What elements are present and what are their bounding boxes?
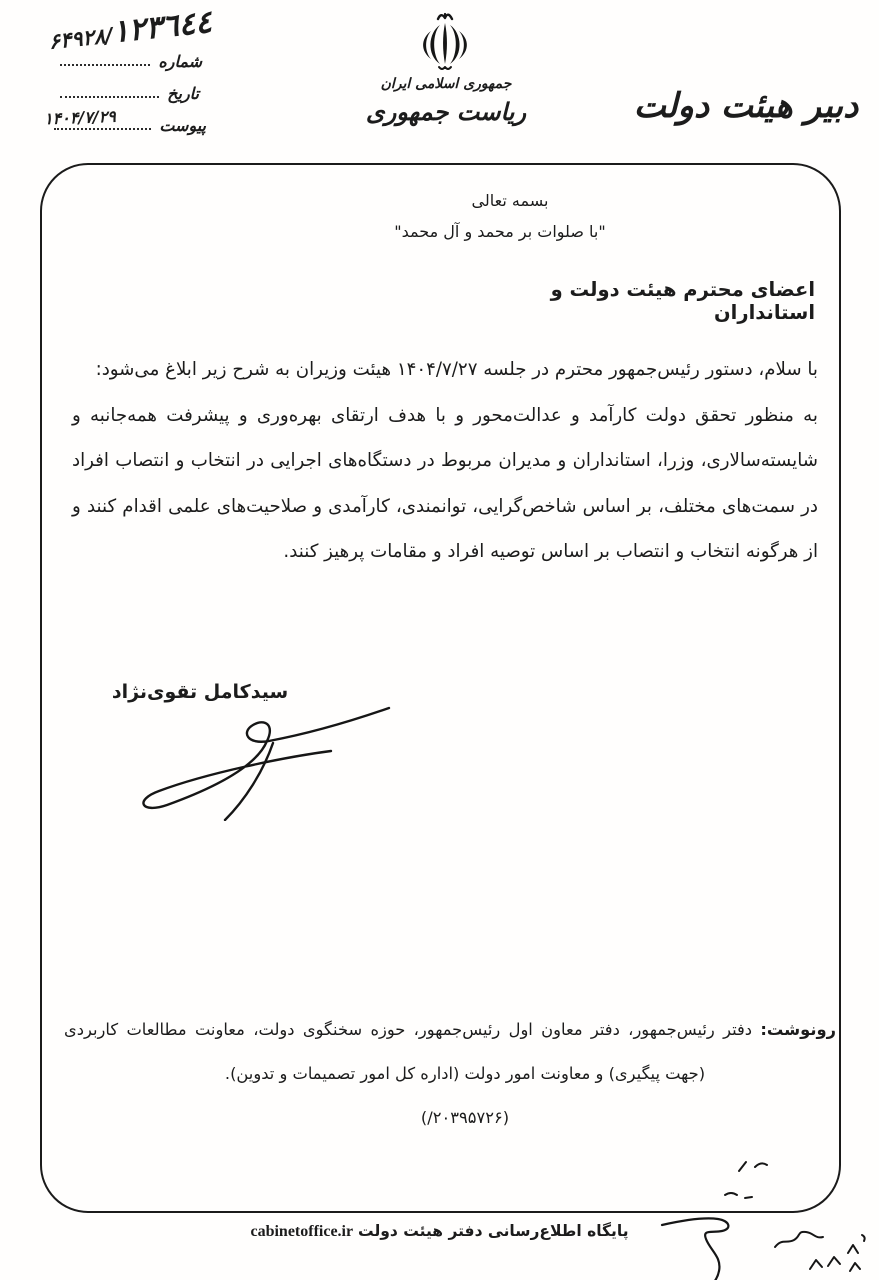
field-date (56, 84, 199, 103)
footer-site-label: پایگاه اطلاع‌رسانی دفتر هیئت دولت (358, 1222, 629, 1240)
department-title: دبیر هیئت دولت (633, 86, 859, 126)
body-line-5: از هرگونه انتخاب و انتصاب بر اساس توصیه افراد و مقامات پرهیز کنند. (283, 541, 818, 562)
number-dotted-line (60, 64, 150, 66)
signature-scribble (133, 696, 395, 825)
salawat-line: "با صلوات بر محمد و آل محمد" (394, 222, 606, 241)
date-dotted-line (60, 96, 159, 98)
signer-name: سیدکامل تقوی‌نژاد (111, 681, 289, 703)
iran-emblem-icon (414, 10, 476, 82)
org-office: ریاست جمهوری (365, 98, 527, 126)
attachment-label: پیوست (159, 116, 206, 135)
cc-label: رونوشت: (760, 1020, 836, 1039)
handwritten-attachment-date: ۱۴۰۴/۷/۲۹ (43, 106, 117, 129)
field-number (56, 52, 202, 71)
attachment-dotted-line (54, 128, 151, 130)
org-name: جمهوری اسلامی ایران (380, 76, 512, 92)
footer-site-url: cabinetoffice.ir (250, 1223, 354, 1240)
cc-block (64, 1008, 836, 1140)
cc-line-2: (جهت پیگیری) و معاونت امور دولت (اداره کل امور تصمیمات و تدوین).(۲۰۳۹۵۷۲۶/) (224, 1064, 706, 1127)
letter-body (72, 347, 818, 575)
body-line-1: با سلام، دستور رئیس‌جمهور محترم در جلسه ۱۴۰۴/۷/۲۷ هیئت وزیران به شرح زیر ابلاغ می‌شود: (95, 359, 818, 380)
ref-number-prefix: ۶۴۹۲۸/ (47, 23, 114, 54)
body-line-3: شایسته‌سالاری، وزرا، استانداران و مدیران مربوط در دستگاه‌های اجرایی در انتخاب و انتصاب افراد (72, 450, 818, 471)
body-line-2: به منظور تحقق دولت کارآمد و عدالت‌محور و با هدف ارتقای بهره‌وری و پیشرفت همه‌جانبه و (72, 404, 818, 426)
ref-number-main: ١٢٣٦٤٤ (110, 3, 214, 51)
cc-line-1 (64, 1008, 836, 1052)
number-label: شماره (158, 52, 202, 71)
handwritten-ref-number (47, 0, 260, 57)
date-label: تاریخ (167, 84, 199, 103)
body-line-4: در سمت‌های مختلف، بر اساس شاخص‌گرایی، توانمندی، کارآمدی و صلاحیت‌های علمی اقدام کنند و (72, 495, 818, 517)
besmellah-line: بسمه تعالی (471, 191, 549, 210)
addressee-heading: اعضای محترم هیئت دولت و استانداران (550, 278, 815, 324)
handwritten-marks (652, 1145, 879, 1280)
cc-line-1-text: دفتر رئیس‌جمهور، دفتر معاون اول رئیس‌جمهور، حوزه سخنگوی دولت، معاونت مطالعات کاربردی (64, 1020, 753, 1039)
